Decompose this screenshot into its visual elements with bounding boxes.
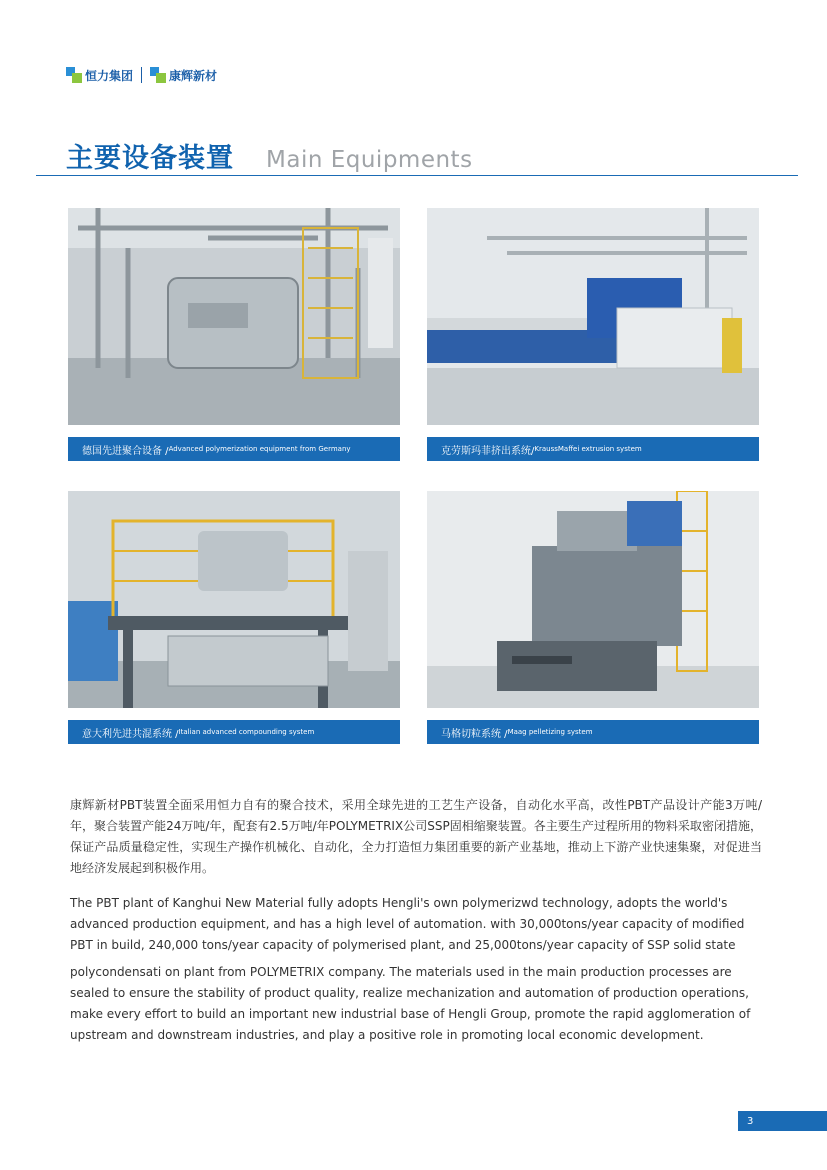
caption-en: Advanced polymerization equipment from Germany — [168, 445, 351, 453]
logo-divider — [141, 67, 142, 83]
body-text-chinese: 康辉新材PBT装置全面采用恒力自有的聚合技术，采用全球先进的工艺生产设备，自动化水平高，改性PBT产品设计产能3万吨/年，聚合装置产能24万吨/年，配套有2.5万吨/年POLYMETRIX公司SSP固相缩聚装置。各主要生产过程所用的物料采取密闭措施，保证产品质量稳定性，实现生产操作机械化、自动化，全力打造恒力集团重要的新产业基地，推动上下游产业快速集聚，对促进当地经济发展起到积极作用。 — [70, 798, 762, 875]
caption-compounding — [68, 720, 400, 744]
logo-left-text: 恒力集团 — [85, 68, 134, 83]
caption-polymerization — [68, 437, 400, 461]
pelletizing-system-photo-icon — [427, 491, 759, 708]
page-title — [66, 136, 473, 175]
photo-extrusion — [427, 208, 759, 425]
caption-en: Italian advanced compounding system — [178, 728, 315, 736]
polymerization-equipment-photo-icon — [68, 208, 400, 425]
compounding-system-photo-icon — [68, 491, 400, 708]
extrusion-system-photo-icon — [427, 208, 759, 425]
caption-cn: 克劳斯玛菲挤出系统/ — [441, 445, 535, 457]
body-text-english-2: polycondensati on plant from POLYMETRIX company. The materials used in the main production processes are sealed to ensure the stability of product quality, realize mechanization and automation of production operations, make every effort to build an important new industrial base of Hengli Group, promote the rapid agglomeration of upstream and downstream industries, and play a positive role in promoting local economic development. — [70, 965, 751, 1042]
title-chinese: 主要设备装置 — [66, 143, 234, 174]
caption-cn: 意大利先进共混系统 / — [82, 728, 179, 740]
page-number-tab — [738, 1111, 827, 1131]
page-number: 3 — [747, 1115, 754, 1127]
caption-extrusion — [427, 437, 759, 461]
caption-pelletizing — [427, 720, 759, 744]
caption-cn: 德国先进聚合设备 / — [82, 445, 169, 457]
title-divider — [36, 175, 798, 176]
caption-en: KraussMaffei extrusion system — [534, 445, 642, 453]
photo-compounding — [68, 491, 400, 708]
photo-pelletizing — [427, 491, 759, 708]
hengli-logo-icon — [66, 67, 82, 83]
caption-en: Maag pelletizing system — [507, 728, 593, 736]
body-text-english-1: The PBT plant of Kanghui New Material fully adopts Hengli's own polymerizwd technology, adopts the world's advanced production equipment, and has a high level of automation. with 30,000tons/year capacity of modified PBT in build, 240,000 tons/year capacity of polymerised plant, and 25,000tons/year capacity of SSP solid state — [70, 896, 745, 952]
logo-right-text: 康辉新材 — [169, 68, 218, 83]
title-english: Main Equipments — [266, 147, 473, 173]
photo-polymerization — [68, 208, 400, 425]
kanghui-logo-icon — [150, 67, 166, 83]
caption-cn: 马格切粒系统 / — [441, 728, 508, 740]
header-logos — [66, 66, 217, 84]
